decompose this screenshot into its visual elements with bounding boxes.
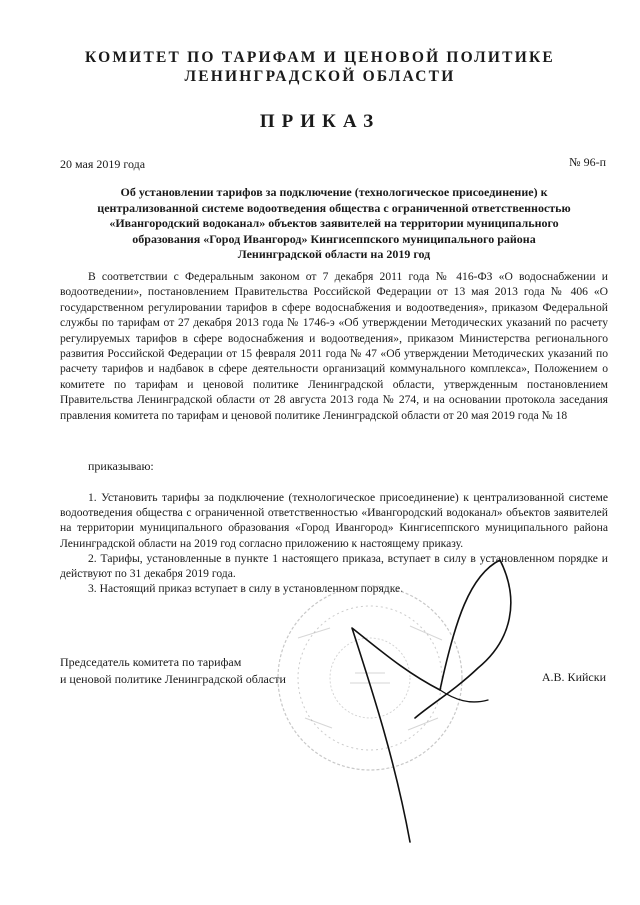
signatory-name: А.В. Кийски [541,670,606,684]
order-item: 1. Установить тарифы за подключение (технологическое присоединение) к централизованной системе водоотведения общества с ограниченной ответственностью «Ивангородский водоканал» объектов заявителей на территории муниципального образования «Город Ивангород» Кингисеппского муниципального района Ленинградской области на 2019 год согласно приложению к настоящему приказу. [60,491,608,550]
subject-line: Ленинградской области на 2019 год [237,247,431,262]
signatory-position [60,654,286,687]
subject-line: Об установлении тарифов за подключение (технологическое присоединение) к [120,185,548,199]
org-name-line-2: ЛЕНИНГРАДСКОЙ ОБЛАСТИ [184,68,456,85]
document-number: № 96-п [569,155,606,169]
document-subject [60,185,608,263]
subject-line: «Ивангородский водоканал» объектов заявителей на территории муниципального [109,216,559,231]
document-title: ПРИКАЗ [259,111,381,132]
order-item: 2. Тарифы, установленные в пункте 1 настоящего приказа, вступает в силу в установленном порядке и действуют по 31 декабря 2019 года. [60,551,608,581]
order-word: приказываю: [88,459,154,473]
subject-line: образования «Город Ивангород» Кингисеппского муниципального района [132,231,536,246]
org-name-line-1: КОМИТЕТ ПО ТАРИФАМ И ЦЕНОВОЙ ПОЛИТИКЕ [85,49,555,66]
subject-line: централизованной системе водоотведения общества с ограниченной ответственностью [97,200,571,215]
official-stamp-seal [270,578,470,778]
preamble-paragraph: В соответствии с Федеральным законом от 7 декабря 2011 года № 416-ФЗ «О водоснабжении и водоотведении», постановлением Правительства Российской Федерации от 13 мая 2013 года № 406 «О государственном регулировании тарифов в сфере водоснабжения и водоотведения», приказом Федеральной службы по тарифам от 27 декабря 2013 года № 1746-э «Об утверждении Методических указаний по расчету регулируемых тарифов в сфере водоснабжения и водоотведения», приказом Министерства регионального развития Российской Федерации от 15 февраля 2011 года № 47 «Об утверждении Методических указаний по расчету тарифов и надбавок в сфере деятельности организаций коммунального комплекса», Положением о комитете по тарифам и ценовой политике Ленинградской области, утвержденным постановлением Правительства Ленинградской области от 28 августа 2013 года № 274, и на основании протокола заседания правления комитета по тарифам и ценовой политике Ленинградской области от 20 мая 2019 года № 18 [60,270,608,422]
organization-header [0,48,640,86]
signatory-position-line-2: и ценовой политике Ленинградской области [60,671,286,686]
document-date: 20 мая 2019 года [60,157,146,171]
signatory-position-line-1: Председатель комитета по тарифам [60,655,242,669]
order-item: 3. Настоящий приказ вступает в силу в установленном порядке. [88,582,404,596]
